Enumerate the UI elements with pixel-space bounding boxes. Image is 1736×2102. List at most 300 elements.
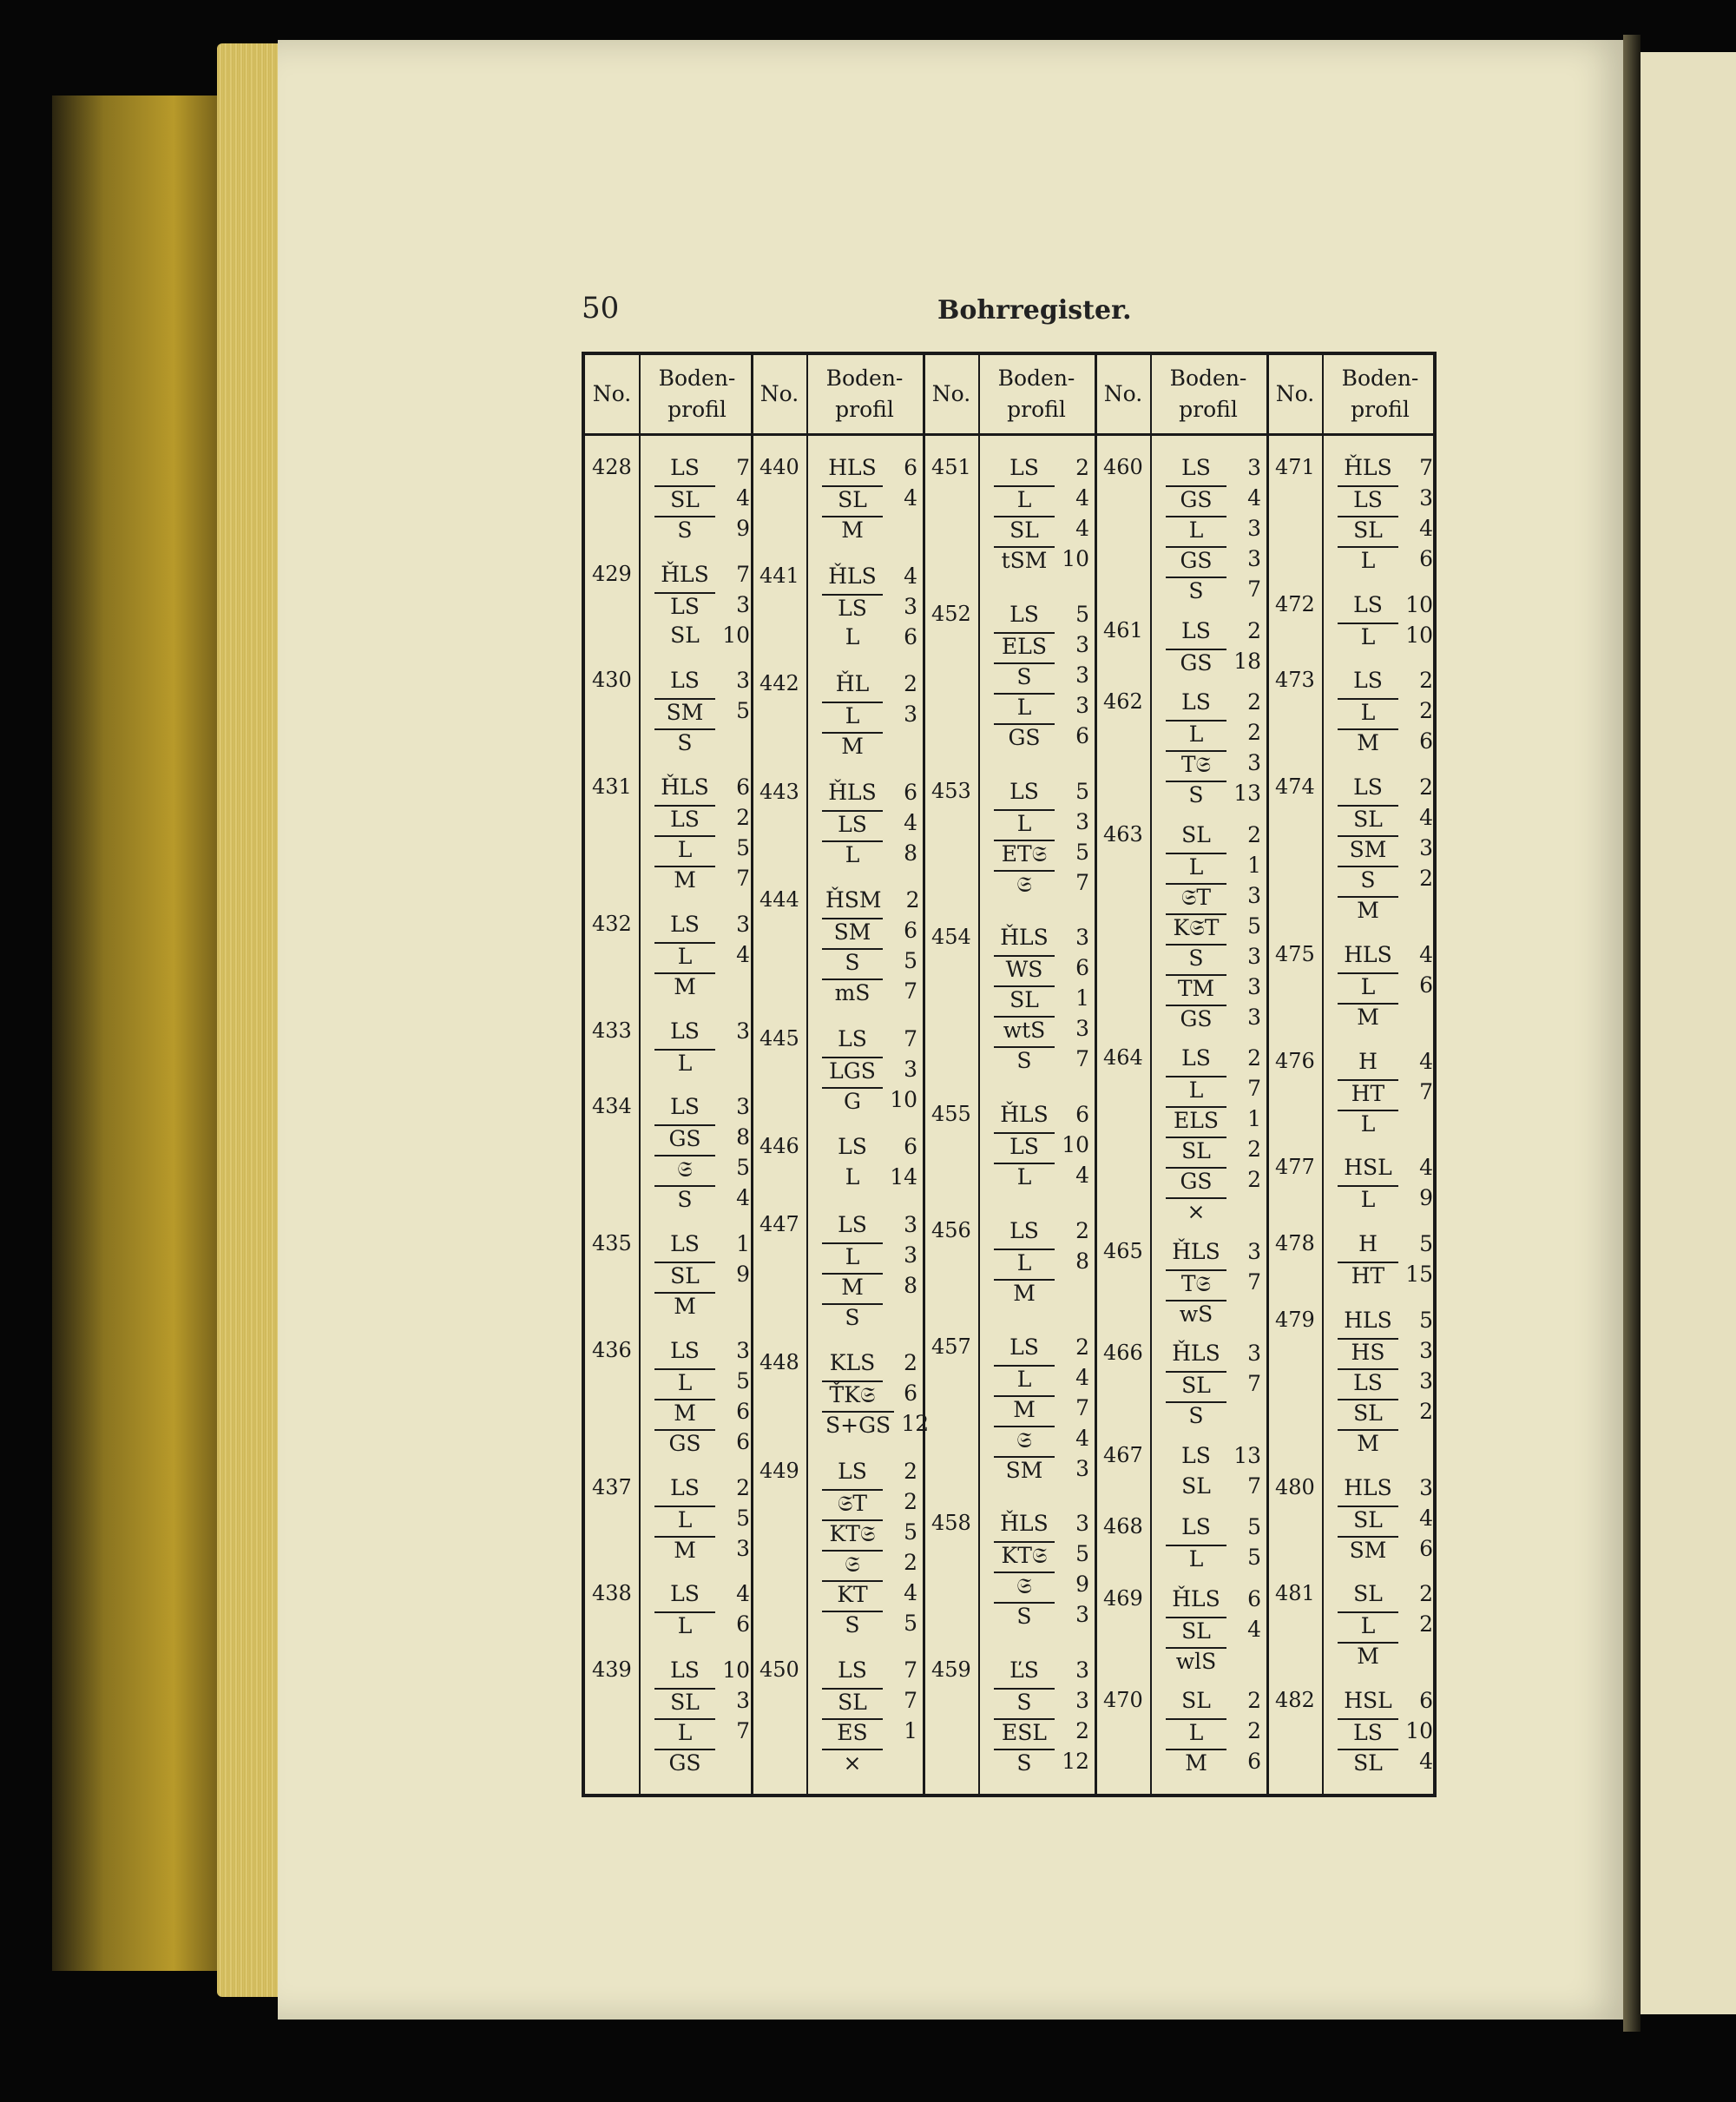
layer-thickness: 5 (1247, 913, 1261, 939)
layer-thickness (1404, 1110, 1433, 1137)
layer-thickness: 2 (736, 1474, 750, 1500)
soil-symbol: SL (1338, 1749, 1398, 1776)
soil-symbol: L (822, 840, 883, 867)
profile-layer (822, 563, 917, 589)
soil-symbol: L (845, 623, 860, 649)
layer-thickness: 13 (1233, 781, 1261, 806)
layer-thickness: 6 (1419, 728, 1433, 754)
soil-symbol: L (1338, 1110, 1398, 1137)
profile-layer (654, 1581, 750, 1606)
profile-layer (822, 671, 917, 696)
no-column-divider (639, 355, 641, 1794)
layer-thickness: 3 (904, 702, 917, 727)
soil-symbol: L (994, 1365, 1055, 1392)
profile-layer (654, 1124, 750, 1151)
soil-symbol: LS (670, 1657, 700, 1683)
layer-thickness: 5 (904, 1519, 917, 1545)
layer-thickness: 10 (1062, 1132, 1089, 1157)
layer-thickness (1404, 896, 1433, 923)
soil-symbol: SL (654, 1688, 715, 1715)
soil-symbol: HLS (1344, 1474, 1392, 1500)
soil-symbol: S (994, 662, 1055, 689)
bore-number: 481 (1275, 1581, 1315, 1606)
soil-symbol: LS (838, 1657, 867, 1683)
profile-layer (994, 723, 1089, 750)
no-column-divider (1150, 355, 1152, 1794)
soil-symbol: SL (1181, 1473, 1211, 1499)
profile-layer (1166, 1239, 1261, 1264)
layer-thickness: 3 (1247, 455, 1261, 480)
soil-symbol: L (1166, 516, 1226, 543)
layer-thickness (720, 972, 750, 999)
soil-symbol: 𝔖 (994, 1426, 1055, 1453)
soil-symbol: SL (1181, 821, 1211, 847)
profile-layer (654, 562, 750, 587)
profile-layer (822, 1657, 917, 1683)
layer-thickness: 4 (1419, 516, 1433, 541)
profile-layer (654, 1429, 750, 1456)
layer-thickness: 4 (904, 1579, 917, 1605)
layer-thickness (888, 1303, 917, 1330)
profile-layer (1166, 1473, 1261, 1499)
profile-layer (994, 1541, 1089, 1569)
soil-symbol: LS (1009, 1217, 1039, 1243)
no-column-divider (806, 355, 808, 1794)
profile-layer (994, 546, 1089, 573)
layer-thickness: 6 (904, 918, 917, 943)
layer-thickness: 10 (1405, 1718, 1433, 1743)
profile-layer (1166, 485, 1261, 512)
profile-layer (1338, 516, 1433, 543)
profile-layer (1166, 1545, 1261, 1572)
soil-symbol: LS (1009, 1334, 1039, 1360)
profile-layer (1166, 1371, 1261, 1398)
soil-symbol: L (1338, 623, 1398, 649)
soil-symbol: LS (1181, 455, 1211, 480)
profile-layer (1338, 1475, 1433, 1500)
layer-thickness: 2 (1247, 821, 1261, 847)
soil-symbol: M (822, 732, 883, 759)
soil-symbol: L (822, 702, 883, 728)
profile-layer (994, 1688, 1089, 1715)
soil-symbol: LS (1353, 774, 1383, 801)
profile-layer (1166, 750, 1261, 778)
soil-symbol: LS (1009, 778, 1039, 804)
soil-symbol: KT𝔖 (822, 1519, 883, 1547)
profile-layer (994, 809, 1089, 836)
profile-layer (1338, 1642, 1433, 1669)
soil-symbol: L (994, 693, 1055, 720)
profile-layer (654, 912, 750, 937)
layer-thickness: 7 (1419, 1078, 1433, 1104)
profile-layer (1166, 1401, 1261, 1428)
bore-number: 431 (592, 774, 632, 800)
profile-layer (1166, 883, 1261, 911)
profile-layer (994, 1426, 1089, 1453)
soil-symbol: L (654, 1611, 715, 1638)
layer-thickness: 1 (1247, 852, 1261, 878)
layer-thickness: 2 (904, 1350, 917, 1375)
soil-symbol: S (1166, 1401, 1226, 1428)
profile-layer (822, 1718, 917, 1745)
layer-thickness: 6 (1419, 1535, 1433, 1561)
soil-symbol: KLS (829, 1350, 876, 1375)
layer-thickness: 4 (1419, 1749, 1433, 1774)
profile-layer (1338, 1429, 1433, 1456)
profile-layer (994, 1163, 1089, 1189)
profile-layer (1338, 623, 1433, 649)
profile-layer (654, 1018, 750, 1044)
profile-layer (1166, 1137, 1261, 1163)
layer-thickness: 7 (1247, 1268, 1261, 1295)
profile-layer (822, 887, 920, 913)
header-no: No. (592, 381, 632, 406)
soil-symbol: LS (822, 810, 883, 837)
soil-symbol: M (822, 1273, 883, 1300)
profile-layer (994, 870, 1089, 898)
profile-layer (654, 774, 750, 800)
profile-layer (1338, 866, 1433, 893)
layer-thickness: 3 (1075, 1511, 1089, 1537)
soil-symbol: L (654, 1506, 715, 1532)
layer-thickness: 2 (1247, 1045, 1261, 1071)
profile-layer (1338, 546, 1433, 573)
soil-symbol: M (822, 516, 883, 543)
layer-thickness: 5 (1419, 1231, 1433, 1257)
layer-thickness: 6 (1419, 1688, 1433, 1713)
bore-number: 436 (592, 1337, 632, 1362)
soil-symbol: SM (994, 1456, 1055, 1483)
layer-thickness: 4 (1419, 1505, 1433, 1531)
soil-symbol: SL (1166, 1371, 1226, 1398)
soil-symbol: ȞLS (1000, 1511, 1049, 1537)
layer-thickness: 3 (904, 1211, 917, 1237)
soil-symbol: LS (670, 1581, 700, 1607)
layer-thickness: 7 (1075, 1394, 1089, 1420)
profile-layer (822, 948, 917, 975)
soil-symbol: LS (670, 668, 700, 694)
soil-symbol: LS (654, 592, 715, 619)
soil-symbol: LS (670, 1474, 700, 1500)
bore-number: 434 (592, 1094, 632, 1119)
layer-thickness: 5 (736, 835, 750, 861)
profile-layer (994, 1395, 1089, 1422)
layer-thickness: 3 (1247, 973, 1261, 999)
soil-symbol: S (994, 1602, 1055, 1629)
bore-number: 463 (1103, 821, 1143, 847)
layer-thickness: 4 (1419, 941, 1433, 967)
layer-thickness: 8 (904, 1272, 917, 1298)
layer-thickness: 3 (1075, 631, 1089, 657)
soil-symbol: SL (1166, 1137, 1226, 1163)
profile-layer (1166, 944, 1261, 971)
profile-layer (822, 1459, 917, 1484)
profile-layer (654, 485, 750, 512)
profile-layer (1166, 1586, 1261, 1611)
profile-layer (994, 840, 1089, 867)
profile-layer (1166, 649, 1261, 675)
bore-number: 467 (1103, 1442, 1143, 1467)
profile-layer (1166, 781, 1261, 807)
profile-layer (822, 1380, 917, 1408)
layer-thickness: 3 (1075, 1016, 1089, 1042)
layer-thickness: 6 (904, 1134, 917, 1159)
layer-thickness: 6 (736, 1611, 750, 1637)
layer-thickness: 3 (904, 1056, 917, 1082)
soil-symbol: S (654, 1185, 715, 1212)
profile-layer (822, 1550, 917, 1578)
bore-number: 458 (931, 1511, 971, 1536)
soil-symbol: LS (838, 1025, 867, 1051)
profile-layer (822, 1580, 917, 1607)
profile-layer (1338, 698, 1433, 725)
layer-thickness: 5 (1247, 1545, 1261, 1570)
header-bodenprofil: Boden- profil (997, 366, 1075, 422)
soil-symbol: GS (1166, 546, 1226, 573)
layer-thickness: 1 (1075, 985, 1089, 1011)
profile-layer (994, 1046, 1089, 1073)
profile-layer (994, 1657, 1089, 1683)
layer-thickness: 14 (890, 1164, 917, 1189)
soil-symbol: M (994, 1279, 1055, 1306)
profile-layer (1338, 1185, 1433, 1212)
profile-layer (1338, 1581, 1433, 1606)
soil-symbol: 𝔖 (994, 870, 1055, 898)
soil-symbol: SL (670, 622, 700, 648)
profile-layer (1338, 728, 1433, 755)
layer-thickness: 10 (722, 1657, 750, 1683)
soil-symbol: LS (994, 1132, 1055, 1159)
profile-layer (1166, 853, 1261, 880)
layer-thickness: 2 (1075, 455, 1089, 480)
layer-thickness: 2 (1419, 1581, 1433, 1607)
profile-layer (994, 1456, 1089, 1483)
soil-symbol: SL (1166, 1617, 1226, 1644)
bore-number: 472 (1275, 591, 1315, 616)
layer-thickness: 7 (1247, 1076, 1261, 1101)
soil-symbol: ES (822, 1718, 883, 1745)
layer-thickness: 1 (904, 1718, 917, 1743)
layer-thickness: 3 (904, 593, 917, 619)
layer-thickness: 4 (1075, 485, 1089, 511)
layer-thickness: 1 (736, 1231, 750, 1257)
layer-thickness: 7 (1247, 1371, 1261, 1396)
bore-number: 440 (760, 455, 799, 479)
layer-thickness: 7 (1075, 869, 1089, 895)
layer-thickness: 10 (1405, 591, 1433, 617)
soil-symbol: HLS (1344, 1307, 1392, 1333)
soil-symbol: LS (1181, 689, 1211, 715)
profile-layer (822, 1242, 917, 1269)
layer-thickness: 3 (736, 1688, 750, 1713)
profile-layer (1338, 1231, 1433, 1256)
layer-thickness: 3 (1075, 1455, 1089, 1481)
profile-layer (1338, 1262, 1433, 1288)
layer-thickness: 4 (904, 485, 917, 511)
soil-symbol: GS (1166, 649, 1226, 675)
soil-symbol: mS (822, 979, 883, 1005)
layer-thickness (1404, 1003, 1433, 1030)
profile-layer (994, 1511, 1089, 1536)
profile-layer (654, 1338, 750, 1363)
soil-symbol: SL (1338, 1399, 1398, 1426)
profile-layer (822, 979, 917, 1005)
profile-layer (654, 1094, 750, 1119)
layer-thickness: 3 (736, 1094, 750, 1120)
bore-number: 451 (931, 455, 971, 479)
profile-layer (994, 1016, 1089, 1043)
profile-layer (822, 1212, 917, 1237)
soil-symbol: tSM (994, 546, 1055, 573)
profile-layer (654, 668, 750, 693)
soil-symbol: M (654, 972, 715, 999)
bore-number: 457 (931, 1334, 971, 1359)
bore-number: 450 (760, 1657, 799, 1682)
soil-symbol: L (654, 1718, 715, 1745)
profile-layer (994, 779, 1089, 804)
soil-symbol: M (654, 1536, 715, 1563)
soil-symbol: M (994, 1395, 1055, 1422)
layer-thickness: 4 (736, 941, 750, 967)
layer-thickness: 6 (736, 1428, 750, 1454)
profile-layer (654, 1049, 750, 1076)
profile-layer (1338, 1506, 1433, 1532)
group-divider (923, 355, 925, 1794)
profile-layer (822, 702, 917, 728)
layer-thickness: 2 (1419, 866, 1433, 892)
soil-symbol: ȞLS (661, 561, 709, 587)
profile-layer (822, 516, 917, 543)
page-edges (217, 43, 286, 1997)
bore-number: 465 (1103, 1238, 1143, 1263)
soil-symbol: L (1338, 972, 1398, 999)
soil-symbol: ELS (994, 632, 1055, 659)
profile-layer (1338, 835, 1433, 862)
soil-symbol: LS (1181, 617, 1211, 643)
layer-thickness: 3 (736, 668, 750, 694)
soil-symbol: LS (1353, 668, 1383, 694)
soil-symbol: SL (822, 1688, 883, 1715)
soil-symbol: ȞSM (825, 887, 882, 913)
soil-symbol: M (654, 1399, 715, 1426)
soil-symbol: S (822, 1303, 883, 1330)
soil-symbol: LS (1181, 1514, 1211, 1539)
profile-layer (1338, 485, 1433, 512)
profile-layer (1338, 1079, 1433, 1106)
layer-thickness (1404, 1429, 1433, 1456)
profile-layer (822, 1749, 917, 1776)
soil-symbol: S (654, 728, 715, 755)
layer-thickness: 4 (1419, 1048, 1433, 1074)
profile-layer (1166, 689, 1261, 715)
soil-symbol: LS (822, 594, 883, 621)
soil-symbol: L (1166, 1545, 1226, 1572)
soil-symbol: L (1338, 1611, 1398, 1638)
header-bodenprofil: Boden- profil (825, 366, 904, 422)
soil-symbol: GS (1166, 485, 1226, 512)
profile-layer (1166, 577, 1261, 603)
layer-thickness: 6 (904, 779, 917, 805)
profile-layer (654, 866, 750, 893)
profile-layer (1338, 1003, 1433, 1030)
soil-symbol: M (654, 1292, 715, 1319)
header-bodenprofil: Boden- profil (1341, 366, 1419, 422)
soil-symbol: L (1166, 720, 1226, 747)
soil-symbol: LS (1181, 1045, 1211, 1071)
layer-thickness: 7 (1075, 1046, 1089, 1072)
soil-symbol: 𝔖 (654, 1155, 715, 1183)
header-bodenprofil: Boden- profil (658, 366, 736, 422)
layer-thickness: 2 (904, 671, 917, 696)
profile-layer (654, 1155, 750, 1183)
layer-thickness (1232, 1401, 1261, 1428)
profile-layer (1166, 1106, 1261, 1133)
profile-layer (822, 1164, 917, 1189)
profile-layer (654, 942, 750, 969)
soil-symbol: SM (1338, 1536, 1398, 1563)
layer-thickness: 5 (1075, 601, 1089, 627)
bore-number: 479 (1275, 1307, 1315, 1332)
soil-symbol: S (1166, 577, 1226, 603)
profile-layer (1166, 618, 1261, 643)
bore-number: 462 (1103, 689, 1143, 714)
profile-layer (1338, 774, 1433, 800)
header-no: No. (1275, 381, 1315, 406)
soil-symbol: SL (994, 516, 1055, 543)
layer-thickness: 10 (722, 622, 750, 648)
profile-layer (654, 1475, 750, 1500)
profile-layer (1338, 592, 1433, 617)
profile-layer (654, 972, 750, 999)
soil-symbol: S (994, 1688, 1055, 1715)
soil-symbol: KT𝔖 (994, 1541, 1055, 1569)
profile-layer (994, 985, 1089, 1012)
profile-layer (994, 1218, 1089, 1243)
profile-layer (1166, 1269, 1261, 1297)
profile-layer (1166, 974, 1261, 1001)
layer-thickness: 6 (1247, 1585, 1261, 1611)
profile-layer (1166, 1341, 1261, 1366)
layer-thickness: 3 (736, 1337, 750, 1363)
soil-symbol: SL (994, 985, 1055, 1012)
soil-symbol: LS (670, 455, 700, 480)
bore-number: 445 (760, 1025, 799, 1051)
soil-symbol: L (845, 1164, 860, 1189)
layer-thickness (1404, 1642, 1433, 1669)
book-side-edge (52, 96, 226, 1971)
profile-layer (654, 1536, 750, 1563)
layer-thickness (1232, 1647, 1261, 1674)
soil-symbol: ȞLS (1344, 455, 1392, 480)
profile-layer (1338, 668, 1433, 693)
soil-symbol: L (654, 1368, 715, 1395)
soil-symbol: ELS (1166, 1106, 1226, 1133)
layer-thickness: 5 (736, 1367, 750, 1394)
profile-layer (822, 1350, 917, 1375)
layer-thickness: 7 (736, 866, 750, 892)
soil-symbol: LS (1353, 591, 1383, 617)
layer-thickness: 6 (1247, 1749, 1261, 1774)
soil-symbol: 𝔖T (822, 1489, 883, 1517)
bore-number: 453 (931, 778, 971, 803)
layer-thickness: 4 (1247, 1616, 1261, 1642)
layer-thickness: 3 (1075, 1602, 1089, 1628)
layer-thickness (888, 732, 917, 759)
soil-symbol: 𝔖 (994, 1572, 1055, 1599)
layer-thickness (720, 728, 750, 755)
layer-thickness: 2 (1419, 668, 1433, 694)
soil-symbol: HT (1338, 1079, 1398, 1106)
